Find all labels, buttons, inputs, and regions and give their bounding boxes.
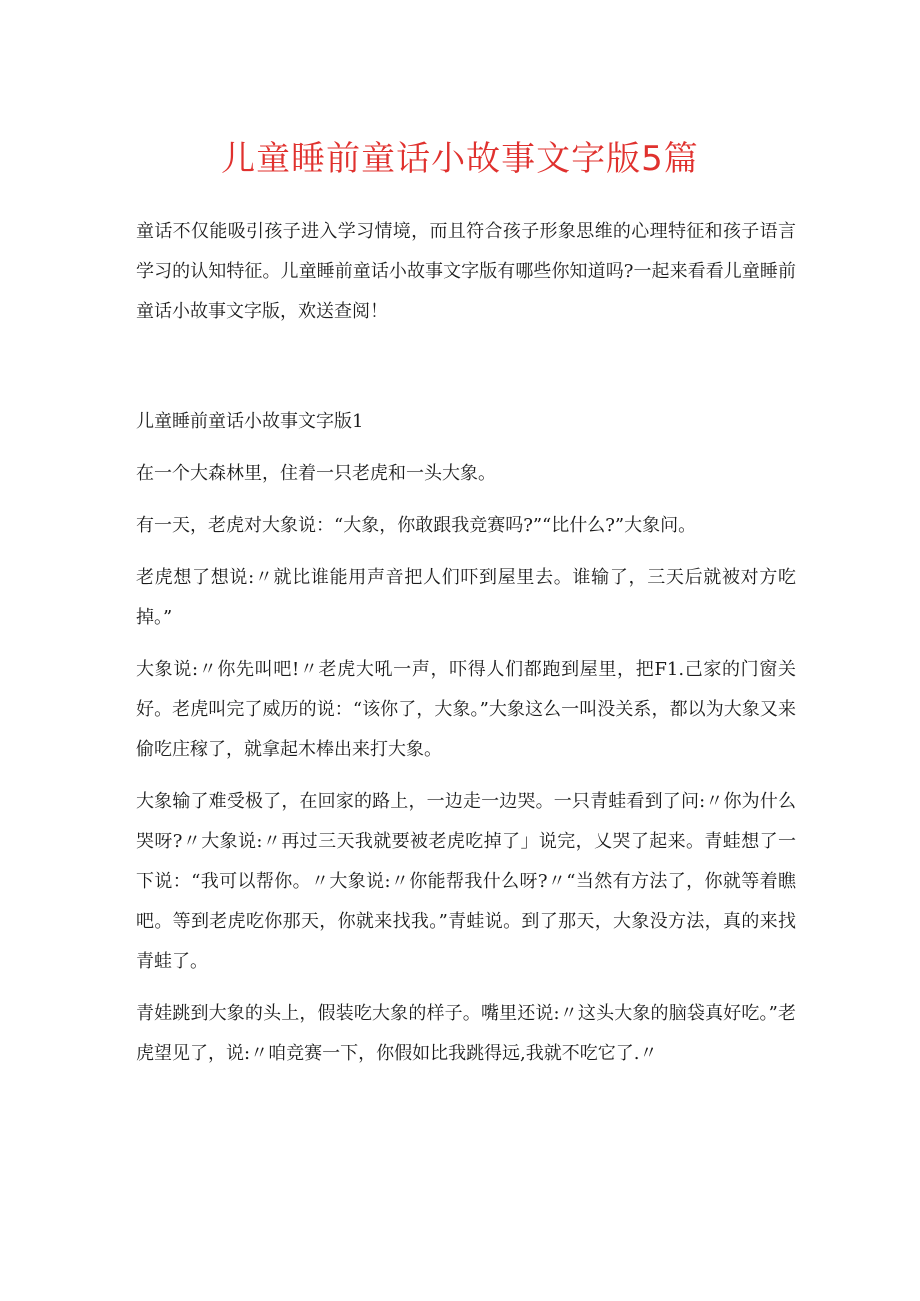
story-paragraph: 有一天，老虎对大象说：“大象，你敢跟我竞赛吗?”“比什么?”大象问。: [136, 515, 697, 536]
document-title: 儿童睡前童话小故事文字版5篇: [221, 139, 699, 179]
story-paragraph: 在一个大森林里，住着一只老虎和一头大象。: [136, 463, 496, 484]
story-body: [136, 454, 796, 1086]
section-heading: 儿童睡前童话小故事文字版1: [136, 411, 364, 432]
intro-paragraph: 童话不仅能吸引孩子进入学习情境，而且符合孩子形象思维的心理特征和孩子语言学习的认知特征。儿童睡前童话小故事文字版有哪些你知道吗?一起来看看儿童睡前童话小故事文字版，欢送查阅！: [136, 221, 796, 322]
story-paragraph: 老虎想了想说:〃就比谁能用声音把人们吓到屋里去。谁输了，三天后就被对方吃掉。”: [136, 567, 796, 628]
story-paragraph: 大象说:〃你先叫吧!〃老虎大吼一声，吓得人们都跑到屋里，把F1.己家的门窗关好。老虎叫完了威历的说：“该你了，大象。”大象这么一叫没关系，都以为大象又来偷吃庄稼了，就拿起木棒出来打大象。: [136, 659, 796, 760]
story-paragraph: 大象输了难受极了，在回家的路上，一边走一边哭。一只青蛙看到了问:〃你为什么哭呀?〃大象说:〃再过三天我就要被老虎吃掉了」说完，乂哭了起来。青蛙想了一下说：“我可以帮你。〃大象说:〃你能帮我什么呀?〃“当然有方法了，你就等着瞧吧。等到老虎吃你那天，你就来找我。”青蛙说。到了那天，大象没方法，真的来找青蛙了。: [136, 791, 796, 972]
story-paragraph: 青娃跳到大象的头上，假装吃大象的样子。嘴里还说:〃这头大象的脑袋真好吃。”老虎望见了，说:〃咱竞赛一下，你假如比我跳得远,我就不吃它了.〃: [136, 1003, 796, 1064]
